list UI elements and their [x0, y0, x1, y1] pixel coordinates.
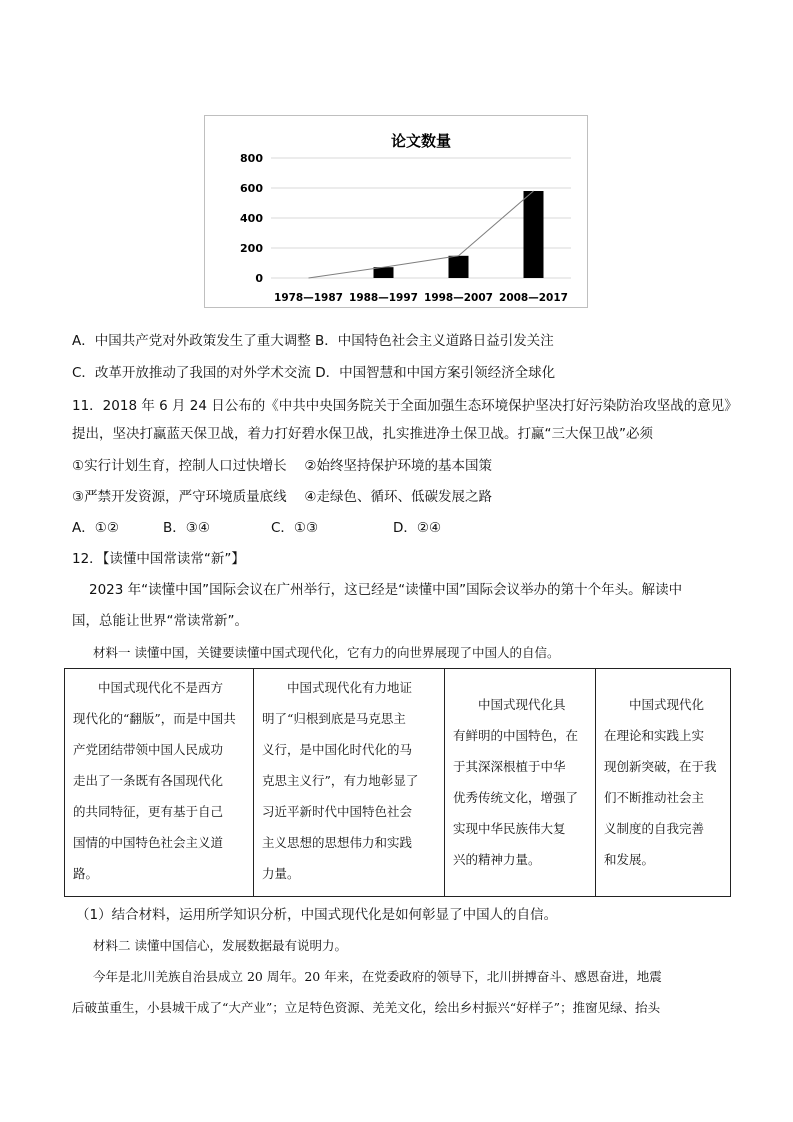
trend-line	[309, 191, 534, 278]
cell-3-text: 中国式现代化具 有鲜明的中国特色，在 于其深深根植于中华 优秀传统文化，增强了 实现中华民族伟大复 兴的精神力量。	[453, 697, 579, 867]
q11-choice-d: D．②④	[393, 520, 442, 536]
material1-cell-4	[596, 669, 731, 897]
y-tick-label: 400	[240, 212, 263, 225]
cell-2-text: 中国式现代化有力地证 明了“归根到底是马克思主 义行，是中国化时代化的马 克思主义行”，有力地彰显了 习近平新时代中国特色社会 主义思想的思想伟力和实践 力量。	[262, 680, 419, 881]
cell-4-text: 中国式现代化 在理论和实践上实 现创新突破，在于我 们不断推动社会主 义制度的自我完善 和发展。	[604, 697, 717, 867]
material2-title: 材料二 读懂中国信心，发展数据最有说明力。	[93, 938, 347, 953]
material2-line1: 今年是北川羌族自治县成立 20 周年。20 年来，在党委政府的领导下，北川拼搏奋斗、感恩奋进，地震	[93, 969, 662, 984]
material1-cell-1	[65, 669, 254, 897]
q12-question-1: （1）结合材料，运用所学知识分析，中国式现代化是如何彰显了中国人的自信。	[76, 907, 558, 923]
y-tick-label: 600	[240, 182, 263, 195]
y-tick-label: 200	[240, 242, 263, 255]
q11-stem-line1: 11．2018 年 6 月 24 日公布的《中共中央国务院关于全面加强生态环境保护坚决打好污染防治攻坚战的意见》	[72, 398, 738, 414]
x-tick-label: 2008—2017	[499, 292, 568, 304]
q10-option-ab: A．中国共产党对外政策发生了重大调整 B．中国特色社会主义道路日益引发关注	[72, 333, 554, 349]
x-tick-label: 1978—1987	[274, 292, 343, 304]
q12-intro-line2: 国，总能让世界“常读常新”。	[72, 613, 248, 629]
bar	[374, 267, 394, 278]
y-tick-label: 0	[255, 272, 263, 285]
chart-title: 论文数量	[390, 132, 452, 150]
bar	[524, 191, 544, 278]
q12-intro-line1: 2023 年“读懂中国”国际会议在广州举行，这已经是“读懂中国”国际会议举办的第十个年头。解读中	[89, 582, 683, 598]
material1-cell-2	[254, 669, 445, 897]
x-tick-label: 1998—2007	[424, 292, 493, 304]
q11-choice-a: A．①②	[72, 520, 119, 536]
x-tick-label: 1988—1997	[349, 292, 418, 304]
material1-table	[64, 668, 731, 897]
material2-line2: 后破茧重生，小县城干成了“大产业”；立足特色资源、羌羌文化，绘出乡村振兴“好样子”；推窗见绿、抬头	[72, 1000, 661, 1015]
cell-1-text: 中国式现代化不是西方 现代化的“翻版”，而是中国共 产党团结带领中国人民成功 走出了一条既有各国现代化 的共同特征，更有基于自己 国情的中国特色社会主义道 路。	[73, 680, 236, 881]
q12-heading: 12．【读懂中国常读常“新”】	[72, 551, 245, 567]
bar	[449, 256, 469, 278]
material1-title: 材料一 读懂中国，关键要读懂中国式现代化，它有力的向世界展现了中国人的自信。	[93, 645, 560, 660]
q11-choice-c: C．①③	[271, 520, 319, 536]
q11-items-34: ③严禁开发资源，严守环境质量底线 ④走绿色、循环、低碳发展之路	[72, 489, 492, 505]
q11-items-12: ①实行计划生育，控制人口过快增长 ②始终坚持保护环境的基本国策	[72, 458, 492, 474]
q10-option-cd: C．改革开放推动了我国的对外学术交流 D．中国智慧和中国方案引领经济全球化	[72, 365, 556, 381]
chart-svg	[205, 116, 589, 309]
y-tick-label: 800	[240, 152, 263, 165]
q11-choice-b: B．③④	[163, 520, 210, 536]
q11-stem-line2: 提出，坚决打赢蓝天保卫战，着力打好碧水保卫战，扎实推进净土保卫战。打赢“三大保卫战”必须	[72, 426, 653, 442]
material1-cell-3	[445, 669, 596, 897]
paper-count-chart	[204, 115, 588, 308]
